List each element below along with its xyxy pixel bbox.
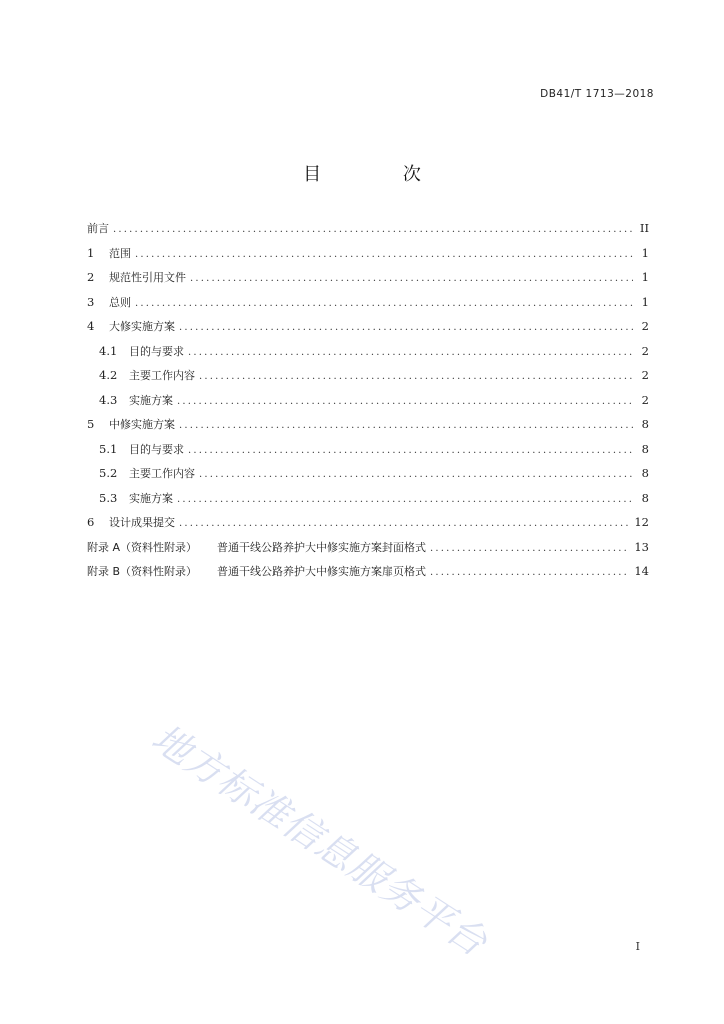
toc-dot-leader — [179, 416, 633, 436]
toc-entry-page: 2 — [641, 368, 649, 382]
toc-entry-number: 4.2 — [99, 368, 118, 382]
toc-entry-6[interactable] — [87, 512, 649, 532]
toc-entry-number: 4 — [87, 319, 95, 333]
toc-entry-number: 5 — [87, 417, 95, 431]
toc-entry-page: 2 — [641, 392, 649, 407]
toc-entry-label: 目的与要求 — [129, 442, 184, 456]
table-of-contents — [87, 218, 649, 586]
toc-entry-label: 普通干线公路养护大中修实施方案扉页格式 — [217, 565, 427, 578]
toc-entry-number: 5.2 — [99, 466, 118, 480]
toc-entry-label: 主要工作内容 — [129, 467, 195, 480]
toc-dot-leader — [190, 269, 633, 289]
toc-entry-number: 5.1 — [99, 441, 118, 456]
toc-entry-label: 中修实施方案 — [109, 418, 175, 431]
toc-entry-label: 设计成果提交 — [109, 516, 175, 529]
toc-entry-appendix-a[interactable] — [87, 537, 649, 557]
toc-entry-5-1[interactable] — [87, 439, 649, 459]
toc-entry-number: 3 — [87, 294, 95, 309]
toc-dot-leader — [199, 465, 633, 485]
toc-entry-page: 13 — [634, 539, 649, 554]
toc-appendix-label: 附录 B（资料性附录） — [87, 565, 198, 578]
toc-dot-leader — [177, 392, 633, 412]
toc-entry-page: 14 — [634, 564, 649, 578]
toc-entry-label: 主要工作内容 — [129, 369, 195, 382]
toc-entry-page: 8 — [641, 417, 649, 431]
toc-entry-label: 实施方案 — [129, 491, 173, 505]
toc-dot-leader — [430, 539, 630, 559]
toc-entry-page: II — [639, 221, 649, 235]
toc-entry-label: 实施方案 — [129, 393, 173, 407]
toc-entry-label: 目的与要求 — [129, 344, 184, 358]
toc-entry-page: 1 — [641, 294, 649, 309]
toc-entry-number: 2 — [87, 270, 95, 284]
toc-dot-leader — [179, 514, 630, 534]
toc-dot-leader — [188, 441, 633, 461]
toc-entry-page: 8 — [641, 490, 649, 505]
toc-dot-leader — [135, 294, 633, 314]
toc-entry-4[interactable] — [87, 316, 649, 336]
toc-entry-label: 总则 — [109, 295, 131, 309]
toc-entry-label: 大修实施方案 — [109, 320, 175, 333]
toc-dot-leader — [188, 343, 633, 363]
toc-entry-2[interactable] — [87, 267, 649, 287]
toc-dot-leader — [430, 563, 630, 583]
toc-entry-5[interactable] — [87, 414, 649, 434]
toc-entry-5-3[interactable] — [87, 488, 649, 508]
toc-entry-number: 4.3 — [99, 392, 118, 407]
toc-entry-page: 12 — [634, 515, 649, 529]
toc-dot-leader — [199, 367, 633, 387]
toc-entry-page: 1 — [641, 245, 649, 260]
toc-entry-page: 8 — [641, 466, 649, 480]
toc-entry-3[interactable] — [87, 292, 649, 312]
toc-entry-page: 8 — [641, 441, 649, 456]
toc-entry-label: 普通干线公路养护大中修实施方案封面格式 — [217, 540, 427, 554]
toc-entry-page: 2 — [641, 319, 649, 333]
page-title: 目 次 — [303, 164, 459, 185]
standard-code: DB41/T 1713—2018 — [540, 88, 654, 100]
toc-entry-number: 1 — [87, 245, 95, 260]
toc-entry-number: 5.3 — [99, 490, 118, 505]
toc-entry-4-2[interactable] — [87, 365, 649, 385]
toc-entry-1[interactable] — [87, 243, 649, 263]
toc-dot-leader — [135, 245, 633, 265]
toc-entry-5-2[interactable] — [87, 463, 649, 483]
toc-entry-appendix-b[interactable] — [87, 561, 649, 581]
toc-dot-leader — [177, 490, 633, 510]
toc-entry-foreword[interactable] — [87, 218, 649, 238]
toc-entry-page: 1 — [641, 270, 649, 284]
toc-entry-4-3[interactable] — [87, 390, 649, 410]
toc-dot-leader — [179, 318, 633, 338]
toc-entry-label: 前言 — [87, 222, 109, 235]
toc-entry-label: 规范性引用文件 — [109, 271, 186, 284]
toc-entry-page: 2 — [641, 343, 649, 358]
toc-entry-number: 4.1 — [99, 343, 118, 358]
page-number: I — [635, 940, 640, 953]
toc-entry-4-1[interactable] — [87, 341, 649, 361]
toc-entry-label: 范围 — [109, 246, 131, 260]
toc-dot-leader — [113, 220, 633, 240]
toc-appendix-label: 附录 A（资料性附录） — [87, 540, 198, 554]
toc-entry-number: 6 — [87, 515, 95, 529]
watermark: 地方标准信息服务平台 — [144, 715, 496, 965]
